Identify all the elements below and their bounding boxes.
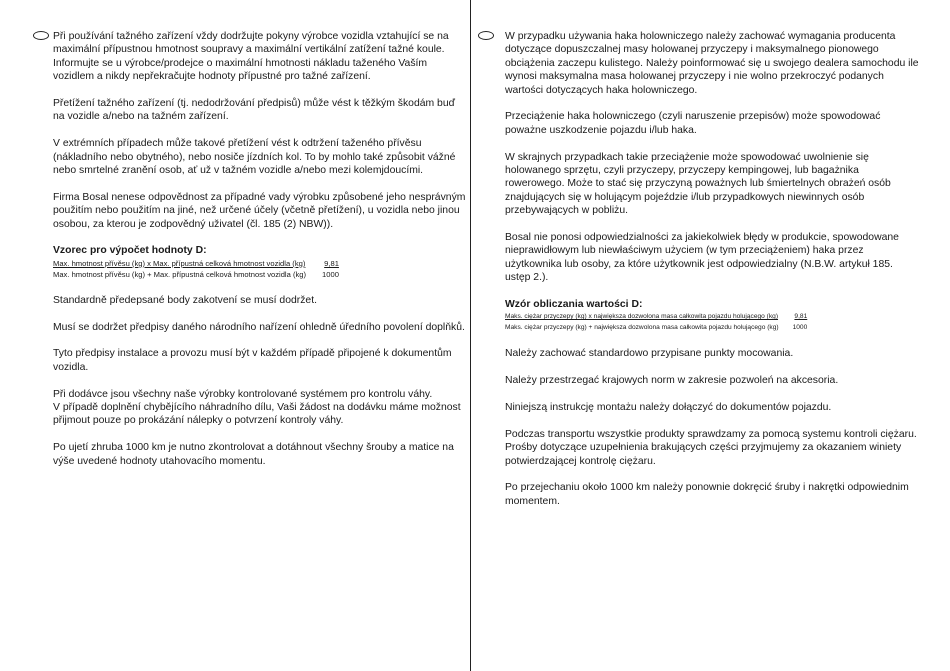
formula-denominator: Max. hmotnost přívěsu (kg) + Max. přípustná celková hmotnost vozidla (kg) [53,269,307,279]
d-value-formula [53,258,468,280]
paragraph: V případě doplnění chybějícího náhradního dílu, Vaši žádost na dodávku máme možnost přijmout pouze po prokázání nálepky o potvrzení kontroly váhy. [53,402,461,427]
paragraph: Při používání tažného zařízení vždy dodržujte pokyny výrobce vozidla vztahující se na maximální přípustnou hmotnost soupravy a maximální vertikální zatížení tažné koule. [53,31,449,56]
paragraph: Należy przestrzegać krajowych norm w zakresie pozwoleń na akcesoria. [505,375,839,387]
paragraph: Prośby dotyczące uzupełnienia brakujących części przyjmujemy za okazaniem winiety potwierdzającej kontrolę ciężaru. [505,442,902,467]
paragraph: Musí se dodržet předpisy daného národního nařízení ohledně úředního povolení doplňků. [53,321,465,333]
formula-denominator-value: 1000 [792,324,808,332]
paragraph: Należy zachować standardowo przypisane punkty mocowania. [505,348,794,360]
paragraph: Bosal nie ponosi odpowiedzialności za jakiekolwiek błędy w produkcie, spowodowane nieprawidłowym lub niewłaściwym użyciem (w tym przeciążeniem) haka przez użytkownika lub osoby, za które użytkownik jest odpowiedzialny (N.B.W. artykuł 185. ustęp 2.). [505,232,899,284]
paragraph: Po ujetí zhruba 1000 km je nutno zkontrolovat a dotáhnout všechny šrouby a matice na výše uvedené hodnoty utahovacího momentu. [53,442,454,467]
formula-numerator-value: 9,81 [324,258,339,268]
paragraph: Podczas transportu wszystkie produkty sprawdzamy za pomocą systemu kontroli ciężaru. [505,428,917,440]
paragraph: Při dodávce jsou všechny naše výrobky kontrolované systémem pro kontrolu váhy. [53,388,433,400]
formula-numerator: Maks. ciężar przyczepy (kg) x największa dozwolona masa całkowita pojazdu holującego (kg) [505,313,779,321]
paragraph: Po przejechaniu około 1000 km należy ponownie dokręcić śruby i nakrętki odpowiednim momentem. [505,482,909,507]
paragraph: Firma Bosal nenese odpovědnost za případné vady výrobku způsobené jeho nesprávným použitím nebo použitím na jiné, než určené účely (včetně přetížení), u vozidla nebo jinou osobou, za kterou je zodpovědný uživatel (čl. 185 (2) NBW)). [53,191,466,230]
paragraph: W przypadku używania haka holowniczego należy zachować wymagania producenta dotyczące dopuszczalnej masy holowanej przyczepy i maksymalnego pionowego obciążenia zaczepu kulistego. Należy poinformować się u swojego dealera samochodu ile wynosi maksymalna masa holowanej przyczepy i nie wolno przekroczyć podanych wartości dotyczących haka holowniczego. [505,31,919,96]
formula-title: Wzór obliczania wartości D: [505,299,643,311]
formula-numerator-value: 9,81 [794,313,808,321]
paragraph: Přetížení tažného zařízení (tj. nedodržování předpisů) může vést k těžkým škodám buď na vozidle a/nebo na tažném zařízení. [53,98,455,123]
formula-denominator-value: 1000 [322,269,339,279]
polish-column [505,30,919,522]
paragraph: V extrémních případech může takové přetížení vést k odtržení taženého přívěsu (nákladního nebo obytného), nebo nosiče jízdních kol. To by mohlo také způsobit vážné nebo smrtelné zranění osob, ať už v tažném vozidle a/nebo mezi kolemjdoucími. [53,138,456,177]
paragraph: W skrajnych przypadkach takie przeciążenie może spowodować uwolnienie się holowanego sprzętu, czyli przyczepy, przyczepy kempingowej, lub bagażnika rowerowego. Może to stać się przyczyną poważnych lub śmiertelnych obrażeń osób znajdujących się w holującym pojeździe i/lub przypadkowych niewinnych osób przebywających w pobliżu. [505,151,891,217]
formula-numerator: Max. hmotnost přívěsu (kg) x Max. přípustná celková hmotnost vozidla (kg) [53,258,306,268]
language-marker-icon [33,31,49,40]
formula-title: Vzorec pro výpočet hodnoty D: [53,245,207,257]
d-value-formula [505,311,919,333]
czech-column [53,30,468,481]
formula-denominator: Maks. ciężar przyczepy (kg) + największa dozwolona masa całkowita pojazdu holującego (kg) [505,324,779,332]
paragraph: Niniejszą instrukcję montażu należy dołączyć do dokumentów pojazdu. [505,402,832,414]
paragraph: Standardně předepsané body zakotvení se musí dodržet. [53,294,317,306]
paragraph: Informujte se u výrobce/prodejce o maximální hmotnosti nákladu taženého Vaším vozidlem a nikdy nepřekračujte hodnoty přípustné pro tažné zařízení. [53,57,428,83]
column-divider [470,0,471,671]
paragraph: Przeciążenie haka holowniczego (czyli naruszenie przepisów) może spowodować poważne uszkodzenie pojazdu i/lub haka. [505,111,881,136]
paragraph: Tyto předpisy instalace a provozu musí být v každém případě připojené k dokumentům vozidla. [53,348,452,373]
language-marker-icon [478,31,494,40]
